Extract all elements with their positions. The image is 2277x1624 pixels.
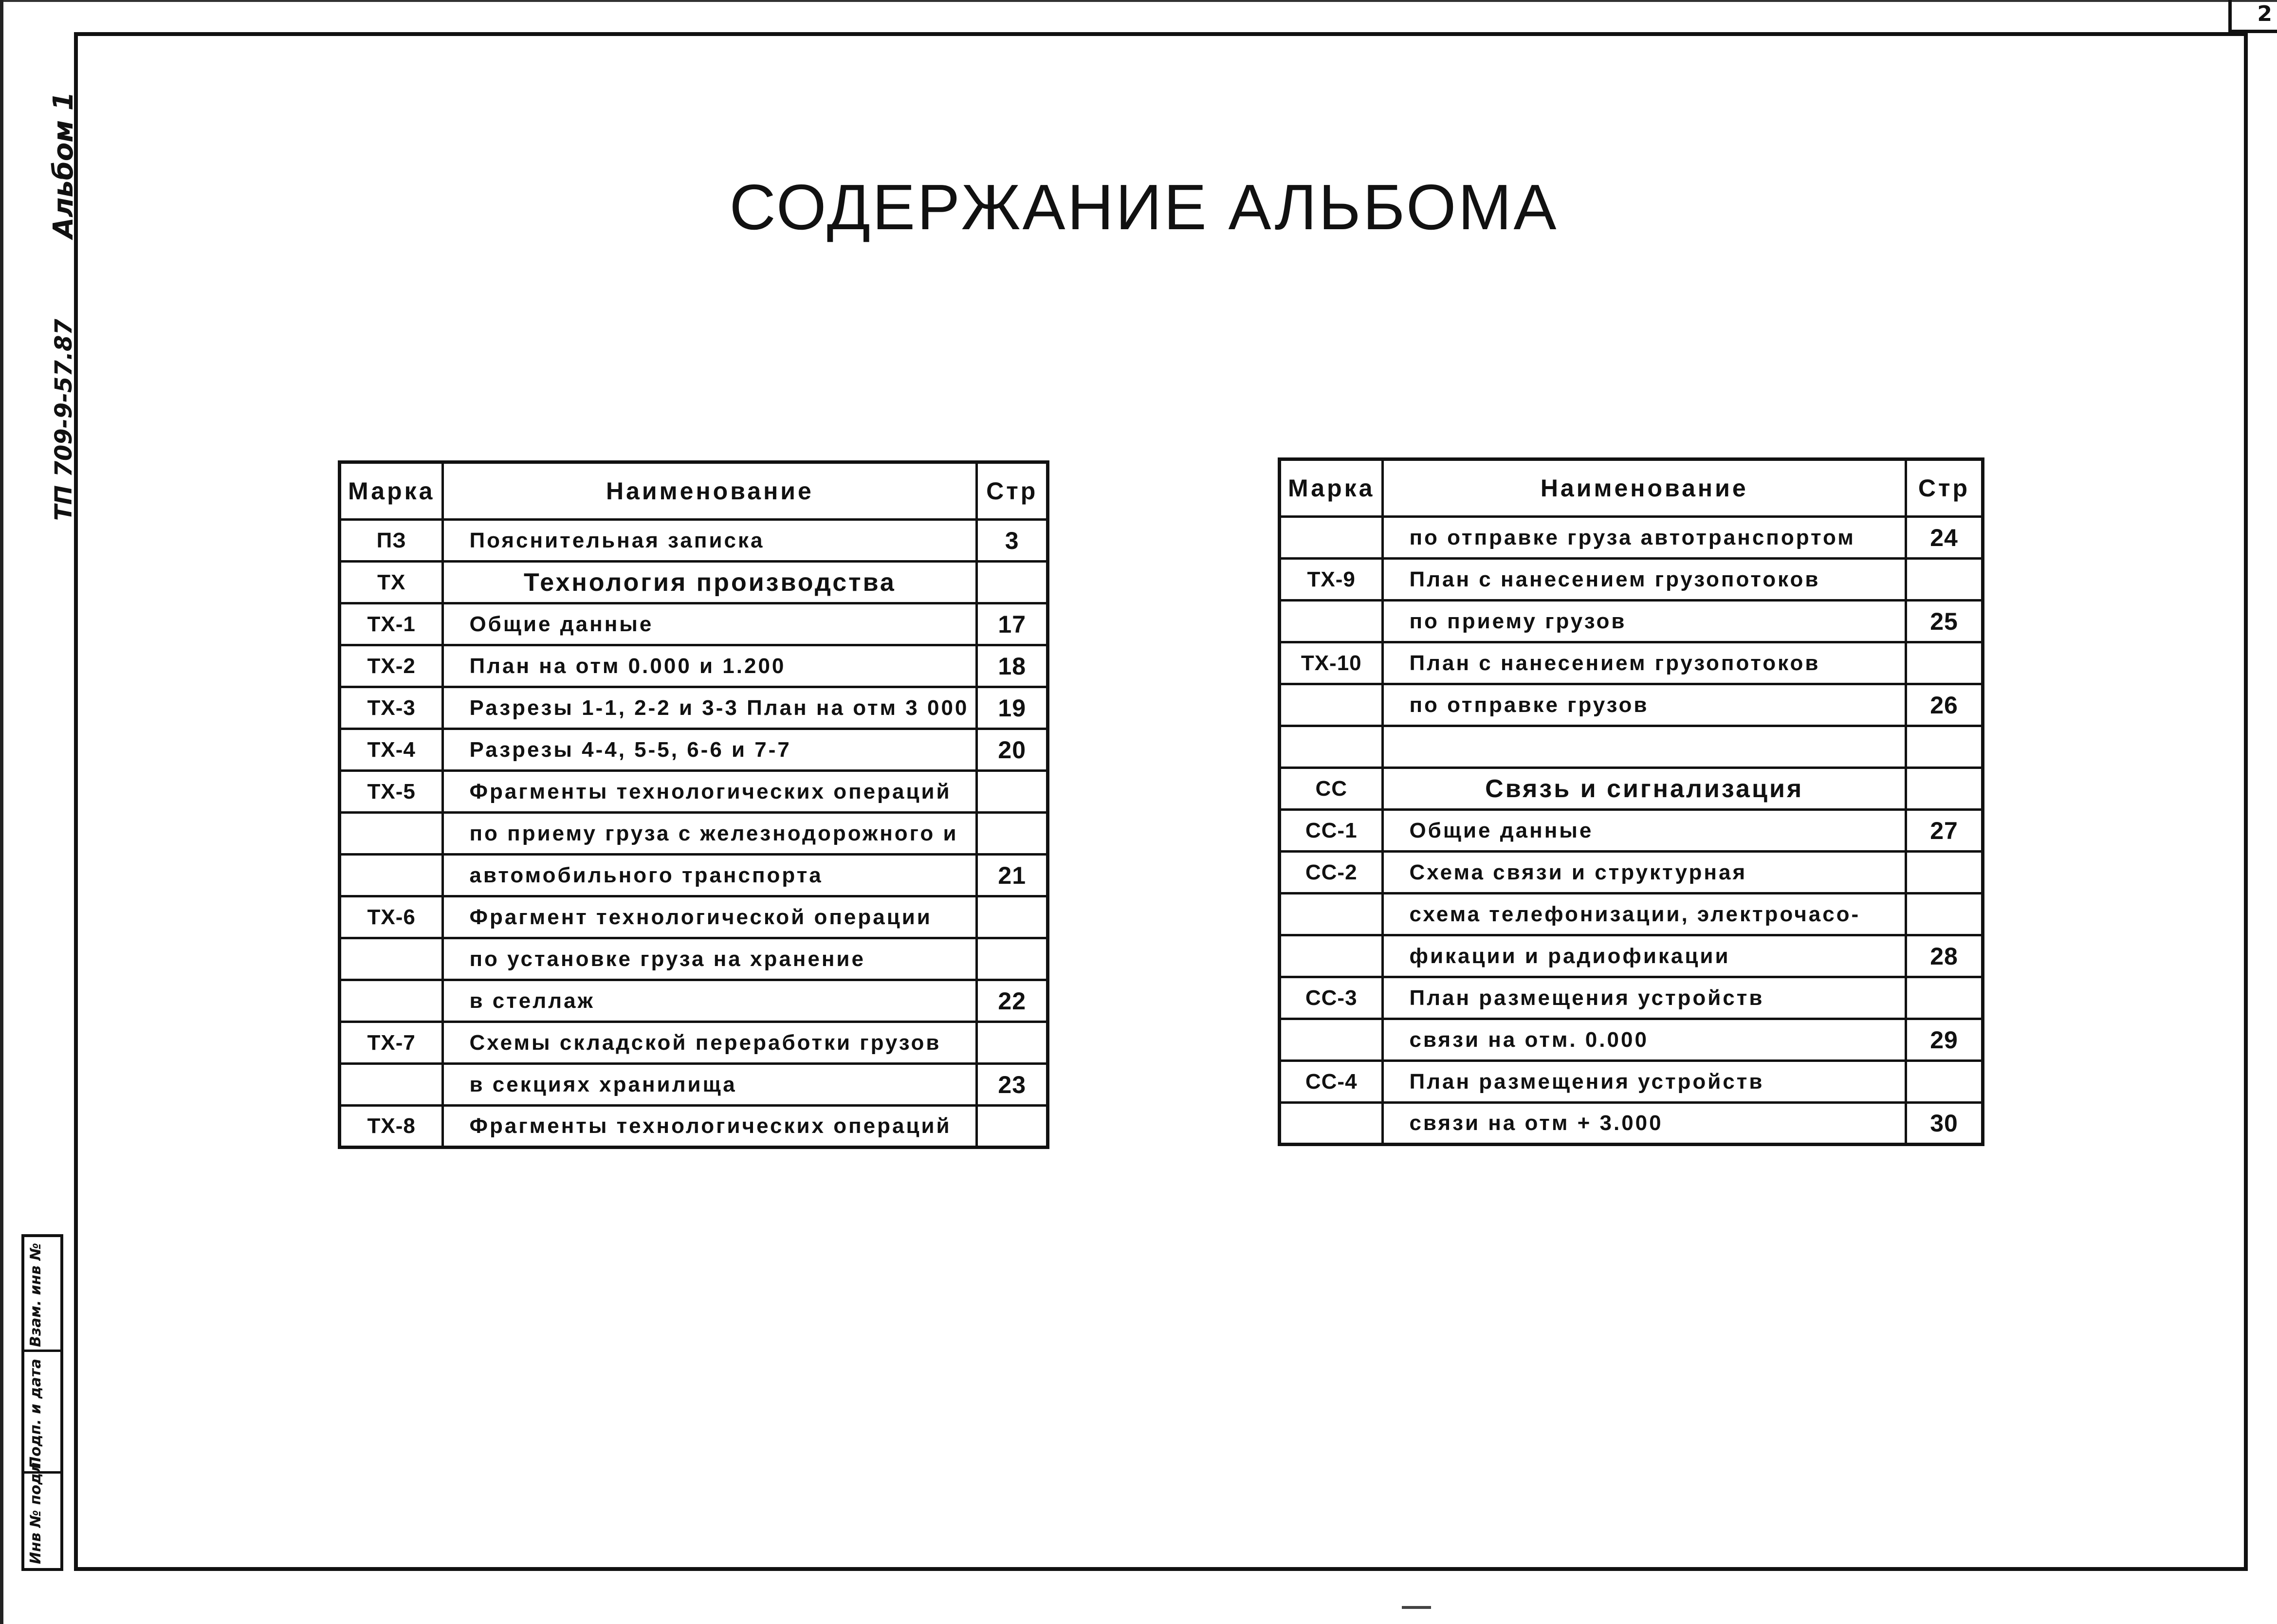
table-row bbox=[340, 645, 1048, 687]
row-mark: ТХ bbox=[340, 562, 443, 603]
row-page: 18 bbox=[977, 645, 1048, 687]
sheet-left-edge bbox=[0, 0, 3, 1624]
row-page bbox=[1906, 1061, 1983, 1103]
row-mark: ТХ-1 bbox=[340, 603, 443, 645]
row-mark bbox=[340, 980, 443, 1022]
row-name: Общие данные bbox=[443, 603, 977, 645]
header-mark: Марка bbox=[1280, 459, 1383, 517]
row-name: связи на отм. 0.000 bbox=[1383, 1019, 1906, 1061]
stamp-cell-signature bbox=[24, 1352, 60, 1474]
table-row bbox=[1280, 935, 1983, 977]
row-name: План размещения устройств bbox=[1383, 1061, 1906, 1103]
row-page: 21 bbox=[977, 855, 1048, 896]
stamp-cell-inventory bbox=[24, 1457, 60, 1568]
row-mark: ТХ-2 bbox=[340, 645, 443, 687]
row-mark: ПЗ bbox=[340, 520, 443, 562]
table-row bbox=[1280, 1103, 1983, 1145]
table-row bbox=[340, 1106, 1048, 1148]
row-page bbox=[977, 813, 1048, 855]
table-row bbox=[1280, 1019, 1983, 1061]
table-row bbox=[340, 771, 1048, 813]
row-name: Разрезы 4-4, 5-5, 6-6 и 7-7 bbox=[443, 729, 977, 771]
row-mark bbox=[1280, 1103, 1383, 1145]
table-row bbox=[340, 896, 1048, 938]
row-name: Разрезы 1-1, 2-2 и 3-3 План на отм 3 000 bbox=[443, 687, 977, 729]
table-row bbox=[340, 1064, 1048, 1106]
stamp-text: Взам. инв № bbox=[27, 1242, 44, 1347]
row-page bbox=[977, 938, 1048, 980]
row-name: Пояснительная записка bbox=[443, 520, 977, 562]
table-row bbox=[340, 603, 1048, 645]
row-mark: ТХ-3 bbox=[340, 687, 443, 729]
row-name: Общие данные bbox=[1383, 810, 1906, 852]
header-name: Наименование bbox=[1383, 459, 1906, 517]
row-name: в секциях хранилища bbox=[443, 1064, 977, 1106]
sheet-top-edge bbox=[0, 0, 2277, 2]
row-page: 20 bbox=[977, 729, 1048, 771]
row-mark: СС-3 bbox=[1280, 977, 1383, 1019]
row-page bbox=[977, 1106, 1048, 1148]
row-name: схема телефонизации, электрочасо- bbox=[1383, 894, 1906, 935]
row-page: 19 bbox=[977, 687, 1048, 729]
row-mark: СС bbox=[1280, 768, 1383, 810]
contents-table-right bbox=[1278, 457, 1984, 1146]
table-row bbox=[1280, 642, 1983, 684]
table-row bbox=[340, 813, 1048, 855]
row-page: 26 bbox=[1906, 684, 1983, 726]
contents-table-left bbox=[338, 460, 1049, 1149]
table-row bbox=[340, 938, 1048, 980]
row-mark bbox=[340, 813, 443, 855]
row-name bbox=[1383, 726, 1906, 768]
row-mark bbox=[1280, 684, 1383, 726]
row-mark: ТХ-8 bbox=[340, 1106, 443, 1148]
row-name: Фрагменты технологических операций bbox=[443, 1106, 977, 1148]
row-page: 30 bbox=[1906, 1103, 1983, 1145]
row-page: 28 bbox=[1906, 935, 1983, 977]
approval-stamp bbox=[21, 1234, 63, 1571]
row-page bbox=[1906, 894, 1983, 935]
row-mark bbox=[1280, 894, 1383, 935]
table-row bbox=[1280, 894, 1983, 935]
row-page bbox=[1906, 768, 1983, 810]
album-label: Альбом 1 bbox=[48, 91, 79, 238]
header-mark: Марка bbox=[340, 462, 443, 520]
row-page: 3 bbox=[977, 520, 1048, 562]
row-name: План с нанесением грузопотоков bbox=[1383, 642, 1906, 684]
row-name: в стеллаж bbox=[443, 980, 977, 1022]
row-name: фикации и радиофикации bbox=[1383, 935, 1906, 977]
table-row bbox=[340, 729, 1048, 771]
row-mark bbox=[1280, 726, 1383, 768]
row-name: Фрагмент технологической операции bbox=[443, 896, 977, 938]
row-mark bbox=[340, 1064, 443, 1106]
row-mark: СС-2 bbox=[1280, 852, 1383, 894]
row-page bbox=[977, 1022, 1048, 1064]
row-name: связи на отм + 3.000 bbox=[1383, 1103, 1906, 1145]
sheet-number: 2 bbox=[2228, 0, 2277, 33]
row-page bbox=[1906, 726, 1983, 768]
stamp-cell-replacement bbox=[24, 1237, 60, 1352]
row-name: План на отм 0.000 и 1.200 bbox=[443, 645, 977, 687]
row-mark: ТХ-5 bbox=[340, 771, 443, 813]
row-mark bbox=[1280, 935, 1383, 977]
row-mark bbox=[340, 855, 443, 896]
header-row bbox=[340, 462, 1048, 520]
scan-mark bbox=[1402, 1606, 1431, 1609]
row-page: 22 bbox=[977, 980, 1048, 1022]
row-page: 24 bbox=[1906, 517, 1983, 559]
header-name: Наименование bbox=[443, 462, 977, 520]
row-mark: СС-4 bbox=[1280, 1061, 1383, 1103]
row-mark: ТХ-9 bbox=[1280, 559, 1383, 601]
row-page bbox=[977, 896, 1048, 938]
table-row bbox=[1280, 810, 1983, 852]
section-title: Технология производства bbox=[443, 562, 977, 603]
table-row bbox=[1280, 977, 1983, 1019]
table-row bbox=[1280, 517, 1983, 559]
table-row bbox=[340, 562, 1048, 603]
row-page: 17 bbox=[977, 603, 1048, 645]
row-page: 25 bbox=[1906, 601, 1983, 642]
row-name: по отправке груза автотранспортом bbox=[1383, 517, 1906, 559]
table-row bbox=[340, 980, 1048, 1022]
row-name: Фрагменты технологических операций bbox=[443, 771, 977, 813]
row-page bbox=[1906, 852, 1983, 894]
table-row bbox=[1280, 1061, 1983, 1103]
row-page bbox=[977, 771, 1048, 813]
row-mark bbox=[340, 938, 443, 980]
table-row bbox=[1280, 768, 1983, 810]
header-page: Стр bbox=[1906, 459, 1983, 517]
row-mark bbox=[1280, 1019, 1383, 1061]
table-row bbox=[1280, 852, 1983, 894]
stamp-text: Подп. и дата bbox=[27, 1358, 44, 1469]
row-name: План с нанесением грузопотоков bbox=[1383, 559, 1906, 601]
row-mark: СС-1 bbox=[1280, 810, 1383, 852]
row-page: 29 bbox=[1906, 1019, 1983, 1061]
page-title: СОДЕРЖАНИЕ АЛЬБОМА bbox=[729, 171, 1559, 243]
row-name: по установке груза на хранение bbox=[443, 938, 977, 980]
row-name: автомобильного транспорта bbox=[443, 855, 977, 896]
row-mark: ТХ-6 bbox=[340, 896, 443, 938]
project-code: ТП 709-9-57.87 bbox=[50, 319, 77, 521]
row-mark bbox=[1280, 601, 1383, 642]
row-name: по приему груза с железнодорожного и bbox=[443, 813, 977, 855]
row-mark bbox=[1280, 517, 1383, 559]
row-name: Схемы складской переработки грузов bbox=[443, 1022, 977, 1064]
row-page bbox=[1906, 559, 1983, 601]
row-name: по приему грузов bbox=[1383, 601, 1906, 642]
row-page: 23 bbox=[977, 1064, 1048, 1106]
row-mark: ТХ-4 bbox=[340, 729, 443, 771]
table-row bbox=[1280, 726, 1983, 768]
table-row bbox=[1280, 684, 1983, 726]
row-page: 27 bbox=[1906, 810, 1983, 852]
row-name: по отправке грузов bbox=[1383, 684, 1906, 726]
row-page bbox=[1906, 977, 1983, 1019]
table-row bbox=[340, 1022, 1048, 1064]
table-row bbox=[1280, 601, 1983, 642]
header-row bbox=[1280, 459, 1983, 517]
table-row bbox=[1280, 559, 1983, 601]
table-row bbox=[340, 687, 1048, 729]
table-row bbox=[340, 520, 1048, 562]
header-page: Стр bbox=[977, 462, 1048, 520]
row-page bbox=[977, 562, 1048, 603]
section-title: Связь и сигнализация bbox=[1383, 768, 1906, 810]
stamp-text: Инв № подл. bbox=[27, 1457, 44, 1564]
row-name: Схема связи и структурная bbox=[1383, 852, 1906, 894]
table-row bbox=[340, 855, 1048, 896]
row-mark: ТХ-7 bbox=[340, 1022, 443, 1064]
row-page bbox=[1906, 642, 1983, 684]
row-mark: ТХ-10 bbox=[1280, 642, 1383, 684]
row-name: План размещения устройств bbox=[1383, 977, 1906, 1019]
